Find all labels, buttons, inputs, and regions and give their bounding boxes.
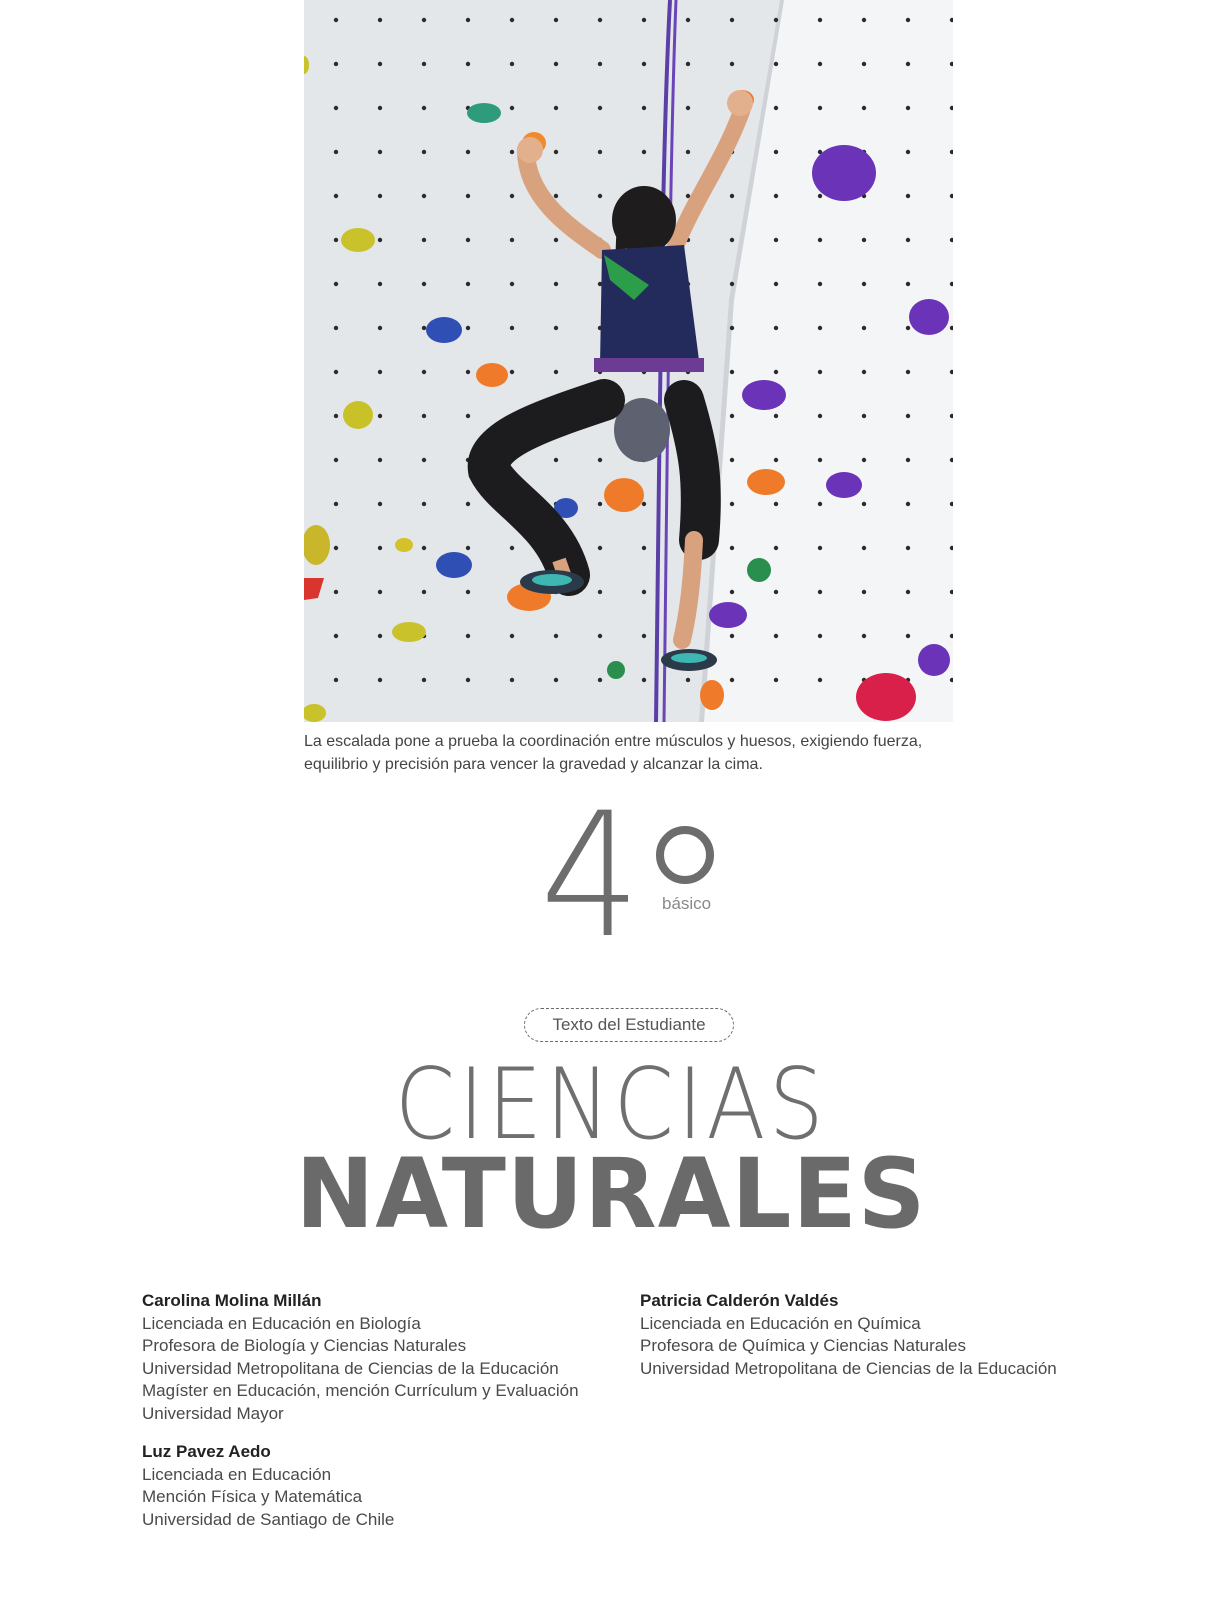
- author-credential: Mención Física y Matemática: [142, 1487, 363, 1506]
- grade-block: [540, 775, 740, 976]
- cover-photo: [304, 0, 953, 722]
- photo-caption: [304, 730, 964, 776]
- author-credential: Profesora de Biología y Ciencias Naturales: [142, 1336, 467, 1355]
- author-credential: Profesora de Química y Ciencias Naturales: [640, 1336, 966, 1355]
- caption-line-2: equilibrio y precisión para vencer la gravedad y alcanzar la cima.: [304, 756, 763, 773]
- author-block: [142, 1441, 394, 1531]
- author-credential: Licenciada en Educación en Biología: [142, 1313, 421, 1333]
- grade-level: básico: [662, 894, 712, 913]
- caption-line-1: La escalada pone a prueba la coordinación entre músculos y huesos, exigiendo fuerza,: [304, 733, 923, 750]
- subject-title-top: CIENCIAS: [394, 1048, 828, 1162]
- student-text-badge: Texto del Estudiante: [524, 1008, 734, 1042]
- author-block: [142, 1290, 579, 1425]
- author-credential: Universidad Metropolitana de Ciencias de la Educación: [142, 1358, 559, 1378]
- subject-title-bottom: NATURALES: [295, 1138, 927, 1250]
- author-credential: Licenciada en Educación en Química: [640, 1313, 921, 1333]
- author-credential: Magíster en Educación, mención Currículum y Evaluación: [142, 1381, 579, 1400]
- author-credential: Universidad de Santiago de Chile: [142, 1509, 395, 1529]
- degree-symbol-icon: [656, 826, 714, 884]
- author-block: [640, 1290, 1057, 1380]
- author-name: Patricia Calderón Valdés: [640, 1291, 839, 1310]
- grade-number: 4: [540, 775, 636, 976]
- author-name: Carolina Molina Millán: [142, 1291, 322, 1310]
- climbing-wall-illustration: [304, 0, 953, 722]
- author-name: Luz Pavez Aedo: [142, 1442, 271, 1461]
- author-credential: Licenciada en Educación: [142, 1464, 332, 1484]
- author-credential: Universidad Mayor: [142, 1403, 284, 1423]
- author-credential: Universidad Metropolitana de Ciencias de la Educación: [640, 1358, 1057, 1378]
